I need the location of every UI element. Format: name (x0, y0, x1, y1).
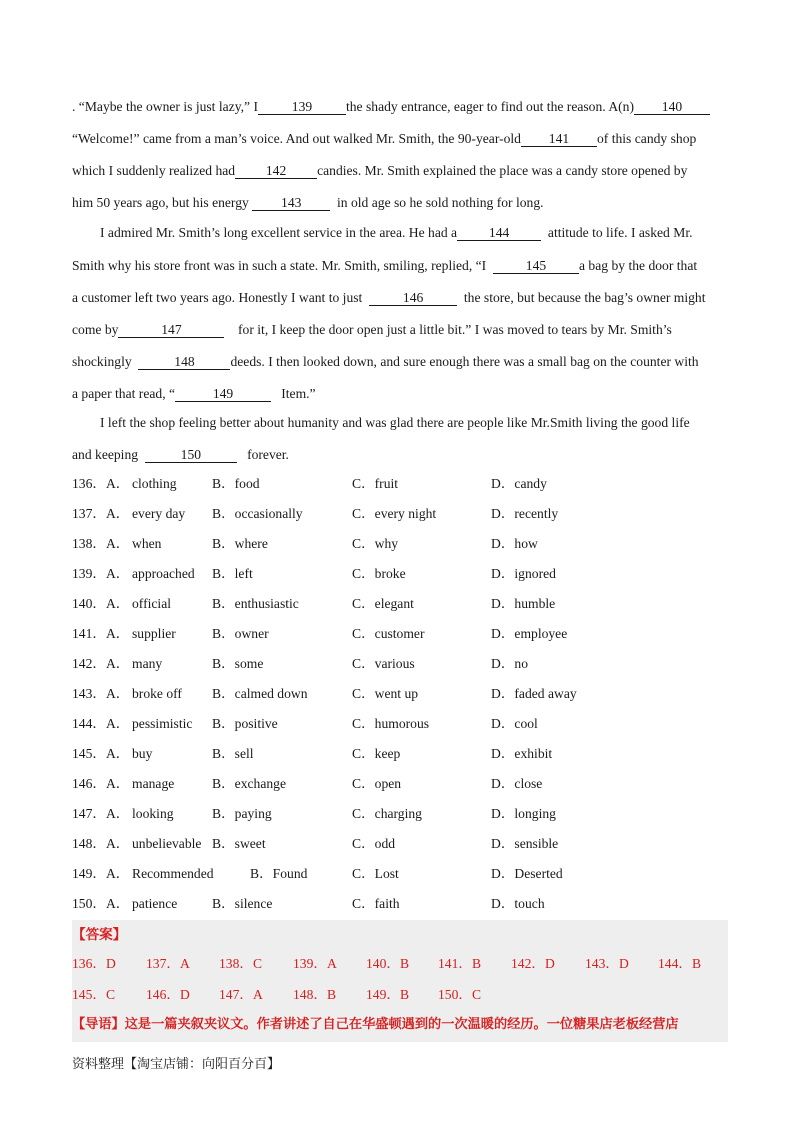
option-b: B．occasionally (212, 506, 303, 521)
option-a: unbelievable (132, 836, 202, 851)
option-c: C．odd (352, 836, 396, 851)
blank-147: 147 (118, 323, 224, 338)
answer-item: 147．A (219, 987, 263, 1002)
option-b: B．food (212, 476, 260, 491)
question-number: 143．A． (72, 686, 130, 701)
option-c: C．Lost (352, 866, 399, 881)
option-d: D．touch (491, 896, 545, 911)
option-d: D．cool (491, 716, 538, 731)
question-row (72, 595, 728, 613)
question-number: 150．A． (72, 896, 130, 911)
option-d: D．candy (491, 476, 547, 491)
option-d: D．humble (491, 596, 556, 611)
question-number: 137．A． (72, 506, 130, 521)
option-b: B．enthusiastic (212, 596, 299, 611)
option-d: D．recently (491, 506, 559, 521)
question-number: 146．A． (72, 776, 130, 791)
option-d: D．how (491, 536, 538, 551)
option-c: C．humorous (352, 716, 430, 731)
option-b: B．where (212, 536, 268, 551)
option-b: B．sell (212, 746, 254, 761)
question-row (72, 475, 728, 493)
option-d: D．employee (491, 626, 568, 641)
answer-section (72, 920, 728, 1042)
option-b: B．paying (212, 806, 272, 821)
passage-line-11: I left the shop feeling better about humanity and was glad there are people like Mr.Smith living the good life (100, 415, 690, 430)
answer-item: 144．B (658, 956, 702, 971)
option-c: C．broke (352, 566, 406, 581)
option-a: clothing (132, 476, 177, 491)
option-c: C．open (352, 776, 402, 791)
answer-item: 139．A (293, 956, 337, 971)
question-row (72, 775, 728, 793)
answer-item: 150．C (438, 987, 482, 1002)
passage-line-8: come by 147 for it, I keep the door open just a little bit.” I was moved to tears by Mr. Smith’s (72, 322, 672, 337)
question-row (72, 835, 728, 853)
option-c: C．every night (352, 506, 437, 521)
option-a: official (132, 596, 172, 611)
option-c: C．customer (352, 626, 425, 641)
option-a: manage (132, 776, 175, 791)
option-a: supplier (132, 626, 176, 641)
question-row (72, 685, 728, 703)
option-c: C．faith (352, 896, 400, 911)
question-number: 139．A． (72, 566, 130, 581)
option-b: B．calmed down (212, 686, 308, 701)
passage-line-9: shockingly 148 deeds. I then looked down, and sure enough there was a small bag on the counter with (72, 354, 699, 369)
option-c: C．went up (352, 686, 419, 701)
blank-145: 145 (493, 259, 579, 274)
question-row (72, 895, 728, 913)
answer-item: 148．B (293, 987, 337, 1002)
option-a: buy (132, 746, 153, 761)
answer-item: 140．B (366, 956, 410, 971)
blank-139: 139 (258, 100, 346, 115)
question-row (72, 535, 728, 553)
option-d: D．close (491, 776, 543, 791)
passage-line-4: him 50 years ago, but his energy 143 in old age so he sold nothing for long. (72, 195, 544, 210)
option-b: B．left (212, 566, 253, 581)
passage-line-3: which I suddenly realized had 142 candies. Mr. Smith explained the place was a candy store opened by (72, 163, 688, 178)
blank-141: 141 (521, 132, 597, 147)
option-a: looking (132, 806, 174, 821)
option-b: B．Found (250, 866, 308, 881)
question-number: 149．A． (72, 866, 130, 881)
question-number: 138．A． (72, 536, 130, 551)
option-a: patience (132, 896, 178, 911)
option-b: B．silence (212, 896, 273, 911)
passage-line-12: and keeping 150 forever. (72, 447, 289, 462)
passage-line-2: “Welcome!” came from a man’s voice. And out walked Mr. Smith, the 90-year-old 141 of this candy shop (72, 131, 697, 146)
answer-item: 141．B (438, 956, 482, 971)
option-d: D．ignored (491, 566, 556, 581)
option-c: C．various (352, 656, 415, 671)
option-d: D．no (491, 656, 529, 671)
option-c: C．keep (352, 746, 401, 761)
question-number: 144．A． (72, 716, 130, 731)
option-a: approached (132, 566, 195, 581)
option-d: D．sensible (491, 836, 559, 851)
option-c: C．why (352, 536, 399, 551)
option-b: B．sweet (212, 836, 266, 851)
option-d: D．longing (491, 806, 556, 821)
footer-source: 资料整理【淘宝店铺：向阳百分百】 (72, 1057, 281, 1072)
option-a: broke off (132, 686, 182, 701)
answer-item: 142．D (511, 956, 555, 971)
answer-item: 138．C (219, 956, 263, 971)
blank-150: 150 (145, 448, 237, 463)
blank-142: 142 (235, 164, 317, 179)
option-a: when (132, 536, 162, 551)
blank-140: 140 (634, 100, 710, 115)
question-number: 142．A． (72, 656, 130, 671)
question-row (72, 745, 728, 763)
answer-item: 145．C (72, 987, 116, 1002)
question-row (72, 805, 728, 823)
answer-item: 146．D (146, 987, 190, 1002)
option-b: B．exchange (212, 776, 286, 791)
passage-line-6: Smith why his store front was in such a state. Mr. Smith, smiling, replied, “I 145 a bag by the door that (72, 258, 698, 273)
option-d: D．exhibit (491, 746, 553, 761)
option-a: pessimistic (132, 716, 193, 731)
question-number: 145．A． (72, 746, 130, 761)
passage-line-1: . “Maybe the owner is just lazy,” I 139 the shady entrance, eager to find out the reason. A(n) 140 (72, 98, 710, 116)
blank-146: 146 (369, 291, 457, 306)
question-row (72, 625, 728, 643)
answer-item: 143．D (585, 956, 629, 971)
question-number: 141．A． (72, 626, 130, 641)
option-c: C．elegant (352, 596, 414, 611)
passage-line-5: I admired Mr. Smith’s long excellent service in the area. He had a 144 attitude to life. I asked Mr. (100, 225, 693, 240)
answer-item: 149．B (366, 987, 410, 1002)
blank-143: 143 (252, 196, 330, 211)
question-number: 147．A． (72, 806, 130, 821)
question-number: 148．A． (72, 836, 130, 851)
option-c: C．charging (352, 806, 422, 821)
option-d: D．faded away (491, 686, 577, 701)
question-row (72, 715, 728, 733)
option-b: B．some (212, 656, 264, 671)
option-a: Recommended (132, 866, 214, 881)
option-b: B．positive (212, 716, 278, 731)
question-number: 140．A． (72, 596, 130, 611)
option-a: every day (132, 506, 186, 521)
blank-148: 148 (138, 355, 230, 370)
option-a: many (132, 656, 163, 671)
question-row (72, 655, 728, 673)
option-c: C．fruit (352, 476, 399, 491)
question-row (72, 565, 728, 583)
passage-line-10: a paper that read, “ 149 Item.” (72, 386, 316, 401)
question-row (72, 865, 728, 883)
answer-heading: 【答案】 (72, 927, 127, 943)
passage-line-7: a customer left two years ago. Honestly I want to just 146 the store, but because the bag’s owner might (72, 290, 706, 305)
guide-text: 【导语】这是一篇夹叙夹议文。作者讲述了自己在华盛顿遇到的一次温暖的经历。一位糖果店老板经营店 (72, 1017, 679, 1032)
question-row (72, 505, 728, 523)
blank-149: 149 (175, 387, 271, 402)
option-b: B．owner (212, 626, 269, 641)
answer-item: 137．A (146, 956, 190, 971)
answer-item: 136．D (72, 956, 116, 971)
question-number: 136．A． (72, 476, 130, 491)
blank-144: 144 (457, 226, 541, 241)
option-d: D．Deserted (491, 866, 563, 881)
